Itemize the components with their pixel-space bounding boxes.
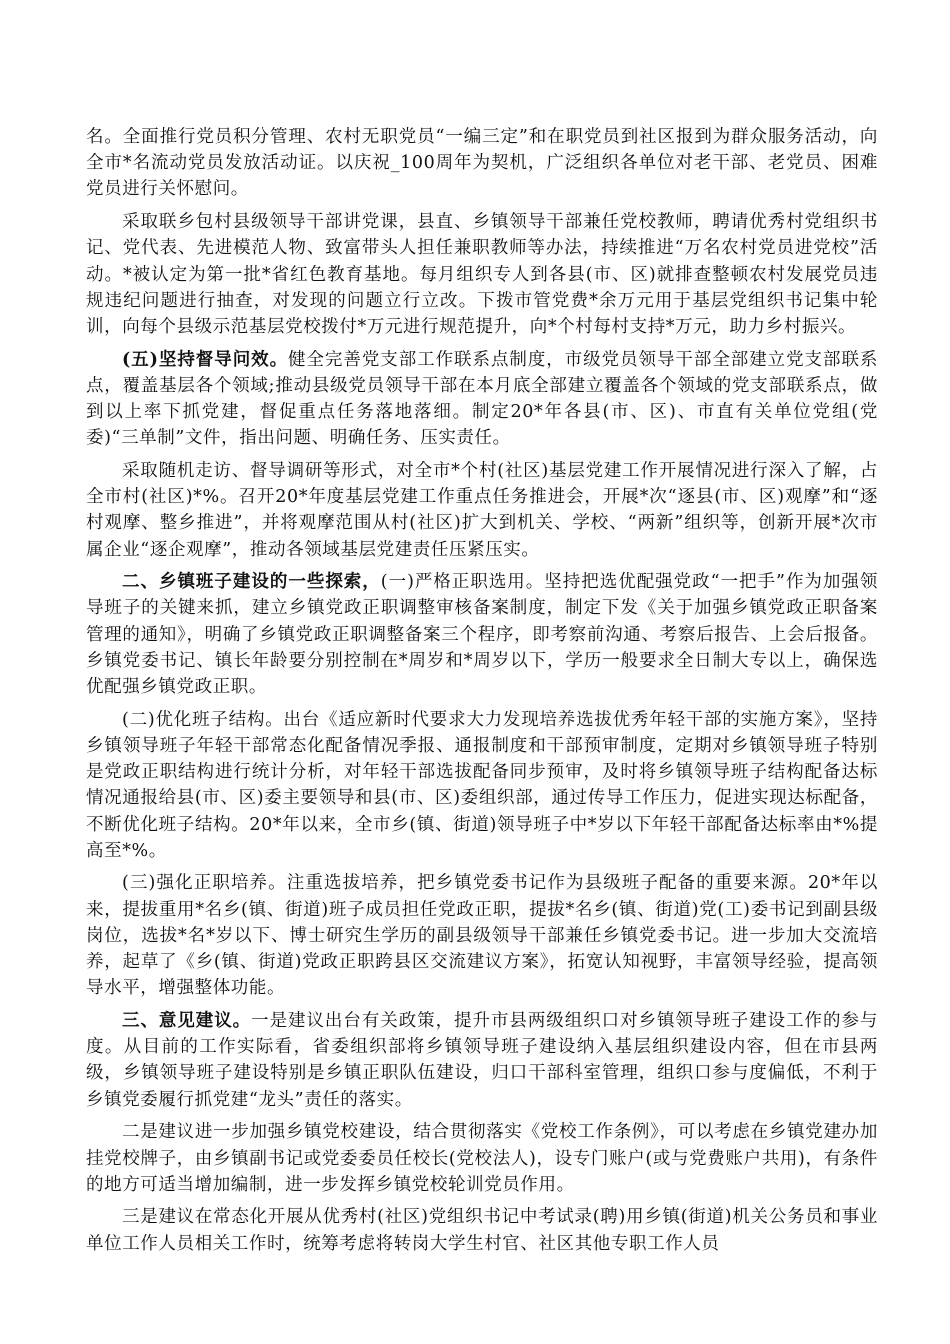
document-page (86, 124, 878, 1263)
paragraph-team-structure (86, 707, 878, 864)
paragraph-text: 一是建议出台有关政策，提升市县两级组织口对乡镇领导班子建设工作的参与度。从目前的工作实际看，省委组织部将乡镇领导班子建设纳入基层组织建设内容，但在市县两级，乡镇领导班子建设特别是乡镇正职队伍建设，归口干部科室管理，组织口参与度偏低，不利于乡镇党委履行抓党建“龙头”责任的落实。 (86, 1011, 878, 1110)
paragraph-text: 二是建议进一步加强乡镇党校建设，结合贯彻落实《党校工作条例》，可以考虑在乡镇党建办加挂党校牌子，由乡镇副书记或党委委员任校长(党校法人)，设专门账户(或与党费账户共用)，有条件的地方可适当增加编制，进一步发挥乡镇党校轮训党员作用。 (86, 1122, 878, 1195)
paragraph-inspection (86, 458, 878, 563)
paragraph-text: 采取联乡包村县级领导干部讲党课，县直、乡镇领导干部兼任党校教师，聘请优秀村党组织书记、党代表、先进模范人物、致富带头人担任兼职教师等办法，持续推进“万名农村党员进党校”活动。*被认定为第一批*省红色教育基地。每月组织专人到各县(市、区)就排查整顿农村发展党员违规违纪问题进行抽查，对发现的问题立行立改。下拨市管党费*余万元用于基层党组织书记集中轮训，向每个县级示范基层党校拨付*万元进行规范提升，向*个村每村支持*万元，助力乡村振兴。 (86, 212, 878, 337)
section-heading: 三、意见建议。 (122, 1011, 252, 1031)
paragraph-text: (一)严格正职选用。坚持把选优配强党政“一把手”作为加强领导班子的关键来抓，建立乡镇党政正职调整审核备案制度，制定下发《关于加强乡镇党政正职备案管理的通知》，明确了乡镇党政正职调整备案三个程序，即考察前沟通、考察后报告、上会后报备。乡镇党委书记、镇长年龄要分别控制在*周岁和*周岁以下，学历一般要求全日制大专以上，确保选优配强乡镇党政正职。 (86, 572, 878, 698)
paragraph-suggestions (86, 1008, 878, 1113)
section-heading: (五)坚持督导问效。 (122, 349, 289, 370)
paragraph-party-school-training (86, 209, 878, 340)
paragraph-text: (三)强化正职培养。注重选拔培养，把乡镇党委书记作为县级班子配备的重要来源。20*年以来，提拔重用*名乡(镇、街道)班子成员担任党政正职，提拔*名乡(镇、街道)党(工)委书记到副县级岗位，选拔*名*岁以下、博士研究生学历的副县级领导干部兼任乡镇党委书记。进一步加大交流培养，起草了《乡(镇、街道)党政正职跨县区交流建议方案》，拓宽认知视野，丰富领导经验，提高领导水平，增强整体功能。 (86, 873, 878, 999)
paragraph-supervision (86, 347, 878, 452)
paragraph-text: 采取随机走访、督导调研等形式，对全市*个村(社区)基层党建工作开展情况进行深入了解，占全市村(社区)*%。召开20*年度基层党建工作重点任务推进会，开展*次“逐县(市、区)观摩”和“逐村观摩、整乡推进”，并将观摩范围从村(社区)扩大到机关、学校、“两新”组织等，创新开展*次市属企业“逐企观摩”，推动各领域基层党建责任压紧压实。 (86, 460, 878, 560)
paragraph-text: 三是建议在常态化开展从优秀村(社区)党组织书记中考试录(聘)用乡镇(街道)机关公务员和事业单位工作人员相关工作时，统筹考虑将转岗大学生村官、社区其他专职工作人员 (86, 1207, 878, 1254)
paragraph-text: 健全完善党支部工作联系点制度，市级党员领导干部全部建立党支部联系点，覆盖基层各个领域;推动县级党员领导干部在本月底全部建立覆盖各个领域的党支部联系点，做到以上率下抓党建，督促重点任务落地落细。制定20*年各县(市、区)、市直有关单位党组(党委)“三单制”文件，指出问题、明确任务、压实责任。 (86, 349, 878, 449)
paragraph-leader-training (86, 870, 878, 1001)
paragraph-suggestion-three (86, 1204, 878, 1256)
paragraph-text: 名。全面推行党员积分管理、农村无职党员“一编三定”和在职党员到社区报到为群众服务活动，向全市*名流动党员发放活动证。以庆祝_100周年为契机，广泛组织各单位对老干部、老党员、困难党员进行关怀慰问。 (86, 127, 878, 200)
paragraph-suggestion-two (86, 1119, 878, 1198)
paragraph-continuation (86, 124, 878, 203)
paragraph-township-team-exploration (86, 569, 878, 700)
section-heading: 二、乡镇班子建设的一些探索， (122, 572, 381, 593)
paragraph-text: (二)优化班子结构。出台《适应新时代要求大力发现培养选拔优秀年轻干部的实施方案》，坚持乡镇领导班子年轻干部常态化配备情况季报、通报制度和干部预审制度，定期对乡镇领导班子特别是党政正职结构进行统计分析，对年轻干部选拔配备同步预审，及时将乡镇领导班子结构配备达标情况通报给县(市、区)委主要领导和县(市、区)委组织部，通过传导工作压力，促进实现达标配备，不断优化班子结构。20*年以来，全市乡(镇、街道)领导班子中*岁以下年轻干部配备达标率由*%提高至*%。 (86, 709, 878, 861)
